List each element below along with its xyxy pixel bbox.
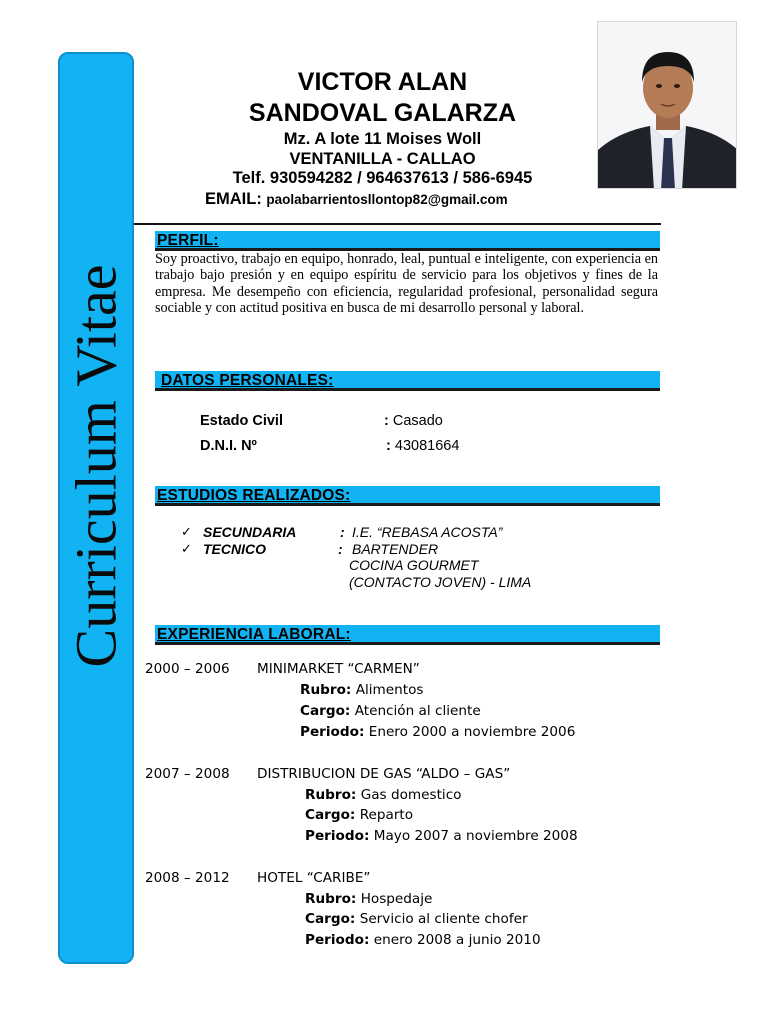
job-company: DISTRIBUCION DE GAS “ALDO – GAS” bbox=[257, 766, 511, 782]
estudio-detail: (CONTACTO JOVEN) - LIMA bbox=[349, 574, 532, 590]
estudio-detail: COCINA GOURMET bbox=[349, 557, 479, 573]
email-value: paolabarrientosllontop82@gmail.com bbox=[266, 192, 508, 207]
job-periodo: Periodo: Mayo 2007 a noviembre 2008 bbox=[305, 828, 578, 844]
section-datos bbox=[155, 371, 660, 391]
job-years: 2007 – 2008 bbox=[145, 766, 230, 782]
estudio-level-secundaria: SECUNDARIA bbox=[203, 524, 297, 540]
job-company: HOTEL “CARIBE” bbox=[257, 870, 371, 886]
job-rubro: Rubro: Alimentos bbox=[300, 682, 424, 698]
estudio-sep: : bbox=[338, 541, 343, 557]
check-icon: ✓ bbox=[181, 524, 192, 539]
check-icon: ✓ bbox=[181, 541, 192, 556]
section-experiencia-title: EXPERIENCIA LABORAL: bbox=[157, 626, 351, 643]
estudio-level-tecnico: TECNICO bbox=[203, 541, 266, 557]
job-rubro: Rubro: Hospedaje bbox=[305, 891, 433, 907]
perfil-text: Soy proactivo, trabajo en equipo, honrado, leal, puntual e inteligente, con experiencia en trabajo bajo presión y en equipo espíritu de servicio para los objetivos y fines de la empresa. Me desempeño con eficiencia, regularidad profesional, personalidad segura sociable y con actitud positiva en busca de mi desarrollo personal y laboral. bbox=[155, 251, 658, 316]
name-line-1: VICTOR ALAN bbox=[297, 68, 468, 96]
email-label: EMAIL: bbox=[205, 190, 262, 208]
dni-value: : 43081664 bbox=[386, 438, 460, 454]
job-periodo: Periodo: Enero 2000 a noviembre 2006 bbox=[300, 724, 576, 740]
section-perfil-title: PERFIL: bbox=[157, 232, 219, 249]
estudio-detail: I.E. “REBASA ACOSTA” bbox=[352, 524, 503, 540]
section-perfil bbox=[155, 231, 660, 251]
job-cargo: Cargo: Reparto bbox=[305, 807, 414, 823]
section-estudios-title: ESTUDIOS REALIZADOS: bbox=[157, 487, 351, 504]
person-photo-icon bbox=[597, 21, 737, 189]
email bbox=[205, 190, 508, 209]
estudio-detail: BARTENDER bbox=[352, 541, 439, 557]
estado-civil-value: : Casado bbox=[384, 413, 443, 429]
estudio-sep: : bbox=[340, 524, 345, 540]
address-line-2: VENTANILLA - CALLAO bbox=[289, 150, 476, 168]
section-datos-title: DATOS PERSONALES: bbox=[161, 372, 334, 389]
sidebar-title: Curriculum Vitae bbox=[63, 264, 129, 668]
section-experiencia bbox=[155, 625, 660, 645]
job-cargo: Cargo: Atención al cliente bbox=[300, 703, 481, 719]
estado-civil-label: Estado Civil bbox=[200, 413, 283, 429]
job-rubro: Rubro: Gas domestico bbox=[305, 787, 462, 803]
job-years: 2008 – 2012 bbox=[145, 870, 230, 886]
dni-label: D.N.I. Nº bbox=[200, 438, 257, 454]
name-line-2: SANDOVAL GALARZA bbox=[248, 99, 517, 127]
job-company: MINIMARKET “CARMEN” bbox=[257, 661, 420, 677]
section-estudios bbox=[155, 486, 660, 506]
address-line-1: Mz. A lote 11 Moises Woll bbox=[283, 130, 482, 148]
header-divider bbox=[134, 223, 661, 225]
job-cargo: Cargo: Servicio al cliente chofer bbox=[305, 911, 528, 927]
job-periodo: Periodo: enero 2008 a junio 2010 bbox=[305, 932, 541, 948]
job-years: 2000 – 2006 bbox=[145, 661, 230, 677]
phone: Telf. 930594282 / 964637613 / 586-6945 bbox=[232, 169, 533, 187]
